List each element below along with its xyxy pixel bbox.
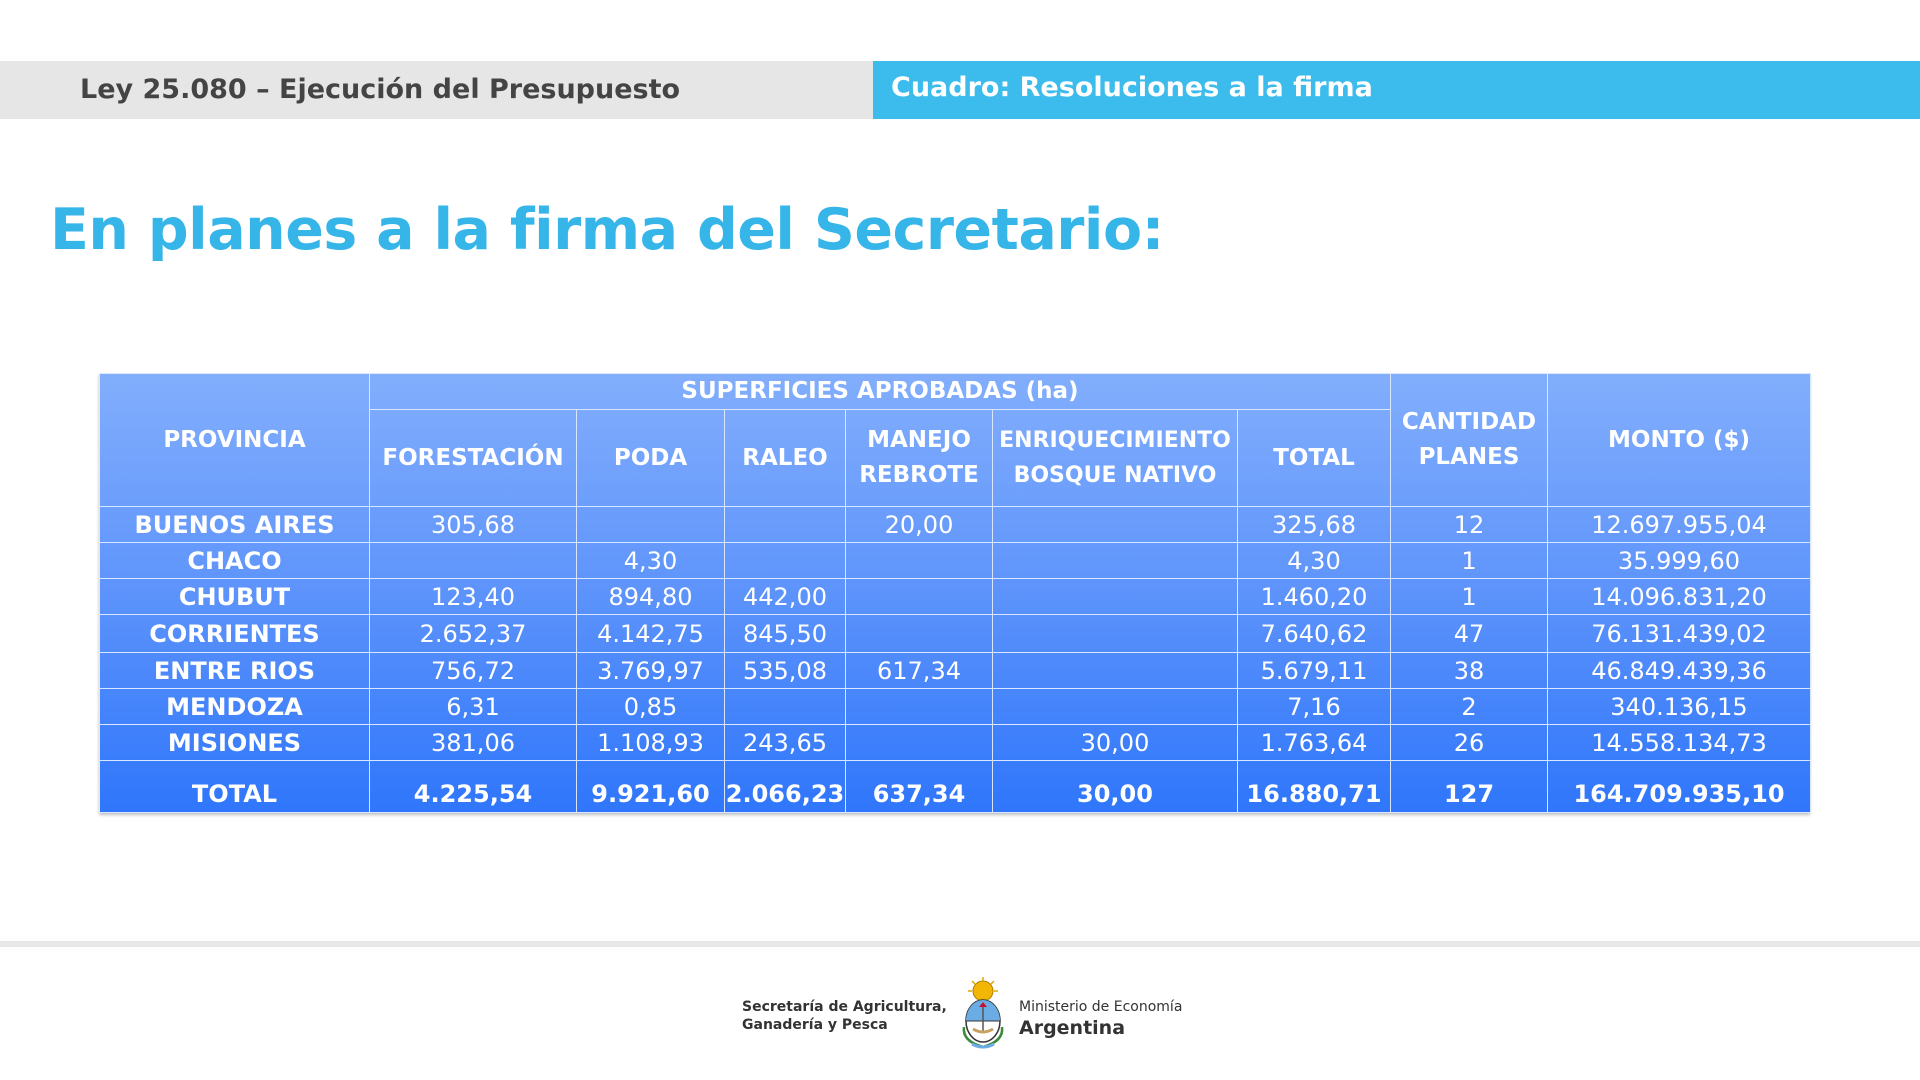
cell-poda: 0,85 <box>577 689 725 725</box>
cell-cantidad: 47 <box>1391 615 1548 653</box>
cell-raleo: 243,65 <box>725 725 846 761</box>
cell-monto: 12.697.955,04 <box>1548 507 1811 543</box>
cell-poda: 4.142,75 <box>577 615 725 653</box>
cell-total: 1.763,64 <box>1238 725 1391 761</box>
cell-enriquecimiento <box>993 579 1238 615</box>
cell-raleo: 535,08 <box>725 653 846 689</box>
cell-enriquecimiento <box>993 507 1238 543</box>
cell-enriquecimiento <box>993 543 1238 579</box>
header-cantidad <box>1391 374 1548 507</box>
slide-subtitle: Cuadro: Resoluciones a la firma <box>873 61 1920 119</box>
header-manejo-label: MANEJO REBROTE <box>859 427 979 488</box>
cell-forestacion: 756,72 <box>370 653 577 689</box>
cell-cantidad: 26 <box>1391 725 1548 761</box>
cell-provincia: CORRIENTES <box>100 615 370 653</box>
cell-monto: 14.096.831,20 <box>1548 579 1811 615</box>
cell-total: 16.880,71 <box>1238 761 1391 813</box>
page-title: En planes a la firma del Secretario: <box>50 197 1164 263</box>
header-raleo: RALEO <box>725 410 846 507</box>
cell-provincia: CHACO <box>100 543 370 579</box>
cell-monto: 76.131.439,02 <box>1548 615 1811 653</box>
cell-cantidad: 12 <box>1391 507 1548 543</box>
section-title: Ley 25.080 – Ejecución del Presupuesto <box>0 61 873 119</box>
cell-provincia: ENTRE RIOS <box>100 653 370 689</box>
cell-manejo <box>846 689 993 725</box>
cell-enriquecimiento <box>993 615 1238 653</box>
header-total: TOTAL <box>1238 410 1391 507</box>
cell-monto: 46.849.439,36 <box>1548 653 1811 689</box>
cell-raleo <box>725 507 846 543</box>
header-monto: MONTO ($) <box>1548 374 1811 507</box>
cell-monto: 340.136,15 <box>1548 689 1811 725</box>
table-row <box>100 507 1811 543</box>
header-cantidad-label: CANTIDAD PLANES <box>1401 409 1537 470</box>
cell-total: 4,30 <box>1238 543 1391 579</box>
cell-provincia: MISIONES <box>100 725 370 761</box>
cell-poda: 894,80 <box>577 579 725 615</box>
table-row <box>100 615 1811 653</box>
footer-divider <box>0 941 1920 947</box>
argentina-coat-of-arms-icon <box>958 977 1008 1051</box>
cell-poda: 9.921,60 <box>577 761 725 813</box>
cell-raleo: 2.066,23 <box>725 761 846 813</box>
cell-monto: 14.558.134,73 <box>1548 725 1811 761</box>
cell-total: 7.640,62 <box>1238 615 1391 653</box>
budget-table <box>99 373 1811 813</box>
header-superficies: SUPERFICIES APROBADAS (ha) <box>370 374 1391 410</box>
cell-forestacion: 123,40 <box>370 579 577 615</box>
cell-manejo <box>846 725 993 761</box>
cell-cantidad: 38 <box>1391 653 1548 689</box>
cell-raleo: 442,00 <box>725 579 846 615</box>
cell-raleo <box>725 689 846 725</box>
cell-forestacion: 4.225,54 <box>370 761 577 813</box>
header-enriquecimiento-label: ENRIQUECIMIENTO BOSQUE NATIVO <box>999 428 1231 488</box>
secretaria-label <box>742 998 947 1034</box>
cell-manejo: 637,34 <box>846 761 993 813</box>
cell-total: 5.679,11 <box>1238 653 1391 689</box>
total-row <box>100 761 1811 813</box>
cell-total: 325,68 <box>1238 507 1391 543</box>
header-provincia: PROVINCIA <box>100 374 370 507</box>
cell-forestacion: 381,06 <box>370 725 577 761</box>
cell-cantidad: 127 <box>1391 761 1548 813</box>
cell-manejo <box>846 543 993 579</box>
table-row <box>100 653 1811 689</box>
cell-cantidad: 1 <box>1391 579 1548 615</box>
cell-monto: 164.709.935,10 <box>1548 761 1811 813</box>
cell-manejo: 20,00 <box>846 507 993 543</box>
ministerio-line-2: Argentina <box>1019 1017 1126 1039</box>
cell-cantidad: 2 <box>1391 689 1548 725</box>
cell-forestacion: 305,68 <box>370 507 577 543</box>
table-row <box>100 579 1811 615</box>
cell-poda: 4,30 <box>577 543 725 579</box>
cell-forestacion: 2.652,37 <box>370 615 577 653</box>
cell-total: 7,16 <box>1238 689 1391 725</box>
cell-poda <box>577 507 725 543</box>
cell-raleo: 845,50 <box>725 615 846 653</box>
cell-cantidad: 1 <box>1391 543 1548 579</box>
cell-manejo <box>846 579 993 615</box>
cell-forestacion <box>370 543 577 579</box>
cell-provincia: BUENOS AIRES <box>100 507 370 543</box>
cell-enriquecimiento: 30,00 <box>993 725 1238 761</box>
cell-poda: 1.108,93 <box>577 725 725 761</box>
table-row <box>100 543 1811 579</box>
cell-forestacion: 6,31 <box>370 689 577 725</box>
table-row <box>100 725 1811 761</box>
cell-manejo <box>846 615 993 653</box>
cell-total: 1.460,20 <box>1238 579 1391 615</box>
top-bar <box>0 61 1920 119</box>
ministerio-label <box>1019 998 1182 1040</box>
table-row <box>100 689 1811 725</box>
secretaria-line-2: Ganadería y Pesca <box>742 1017 888 1033</box>
cell-enriquecimiento: 30,00 <box>993 761 1238 813</box>
cell-poda: 3.769,97 <box>577 653 725 689</box>
cell-enriquecimiento <box>993 689 1238 725</box>
budget-table-container <box>99 373 1810 813</box>
cell-manejo: 617,34 <box>846 653 993 689</box>
cell-provincia: MENDOZA <box>100 689 370 725</box>
cell-monto: 35.999,60 <box>1548 543 1811 579</box>
table-body <box>100 507 1811 813</box>
ministerio-line-1: Ministerio de Economía <box>1019 999 1183 1015</box>
header-manejo <box>846 410 993 507</box>
secretaria-line-1: Secretaría de Agricultura, <box>742 999 947 1015</box>
cell-provincia: TOTAL <box>100 761 370 813</box>
header-enriquecimiento <box>993 410 1238 507</box>
cell-provincia: CHUBUT <box>100 579 370 615</box>
header-forestacion: FORESTACIÓN <box>370 410 577 507</box>
header-poda: PODA <box>577 410 725 507</box>
cell-enriquecimiento <box>993 653 1238 689</box>
cell-raleo <box>725 543 846 579</box>
